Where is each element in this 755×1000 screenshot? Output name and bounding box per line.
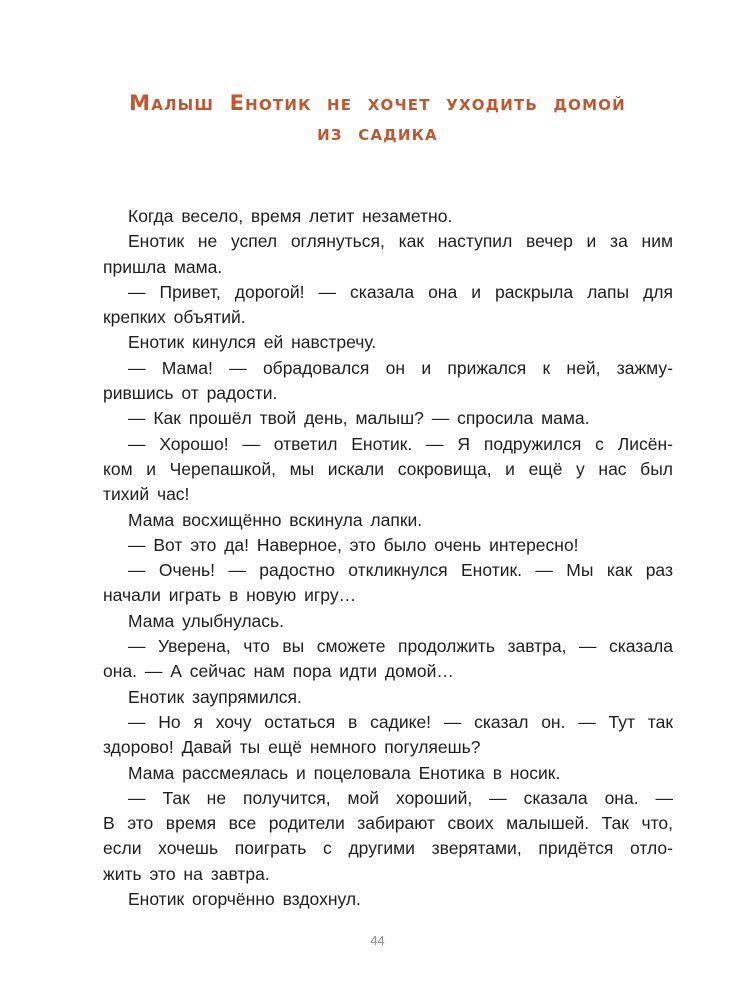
text-line: — Как прошёл твой день, малыш? — спросила мама. [128, 408, 590, 429]
text-line: Енотик не успел оглянуться, как наступил вечер и за ним [128, 231, 673, 252]
text-line: — Вот это да! Наверное, это было очень интересно! [128, 534, 579, 555]
text-line: — Мама! — обрадовался он и прижался к ней, зажму- [128, 357, 673, 378]
text-line: ком и Черепашкой, мы искали сокровища, и ещё у нас был [103, 458, 673, 479]
text-line: Енотик кинулся ей навстречу. [128, 332, 377, 353]
text-line: — Так не получится, мой хороший, — сказала она. — [128, 787, 673, 808]
text-line: крепких объятий. [103, 307, 246, 328]
text-line: — Очень! — радостно откликнулся Енотик. — Мы как раз [128, 560, 673, 581]
text-line: Мама восхищённо вскинула лапки. [128, 509, 423, 530]
text-line: — Но я хочу остаться в садике! — сказал он. — Тут так [128, 711, 673, 732]
text-line: Енотик огорчённо вздохнул. [128, 889, 361, 910]
text-line: тихий час! [103, 484, 190, 505]
text-line: она. — А сейчас нам пора идти домой… [103, 661, 454, 682]
text-line: В это время все родители забирают своих малышей. Так что, [103, 813, 673, 834]
text-line: — Привет, дорогой! — сказала она и раскрыла лапы для [128, 281, 673, 302]
text-line: — Уверена, что вы сможете продолжить завтра, — сказала [128, 636, 673, 657]
text-line: пришла мама. [103, 256, 223, 277]
page-number: 44 [370, 933, 385, 948]
story-text [103, 204, 673, 912]
text-line: — Хорошо! — ответил Енотик. — Я подружился с Лисён- [128, 433, 673, 454]
text-line: рившись от радости. [103, 383, 278, 404]
text-line: Когда весело, время летит незаметно. [128, 206, 453, 226]
chapter-title-line-1: Малыш Енотик не хочет уходить домой [129, 91, 626, 115]
text-line: Енотик заупрямился. [128, 686, 302, 707]
text-line: жить это на завтра. [103, 863, 270, 884]
text-line: Мама рассмеялась и поцеловала Енотика в носик. [128, 762, 561, 783]
text-line: здорово! Давай ты ещё немного погуляешь? [103, 737, 481, 758]
text-line: Мама улыбнулась. [128, 610, 285, 631]
text-line: начали играть в новую игру… [103, 585, 357, 606]
chapter-title-line-2: из садика [317, 121, 438, 145]
text-line: если хочешь поиграть с другими зверятами, придётся отло- [103, 838, 673, 859]
